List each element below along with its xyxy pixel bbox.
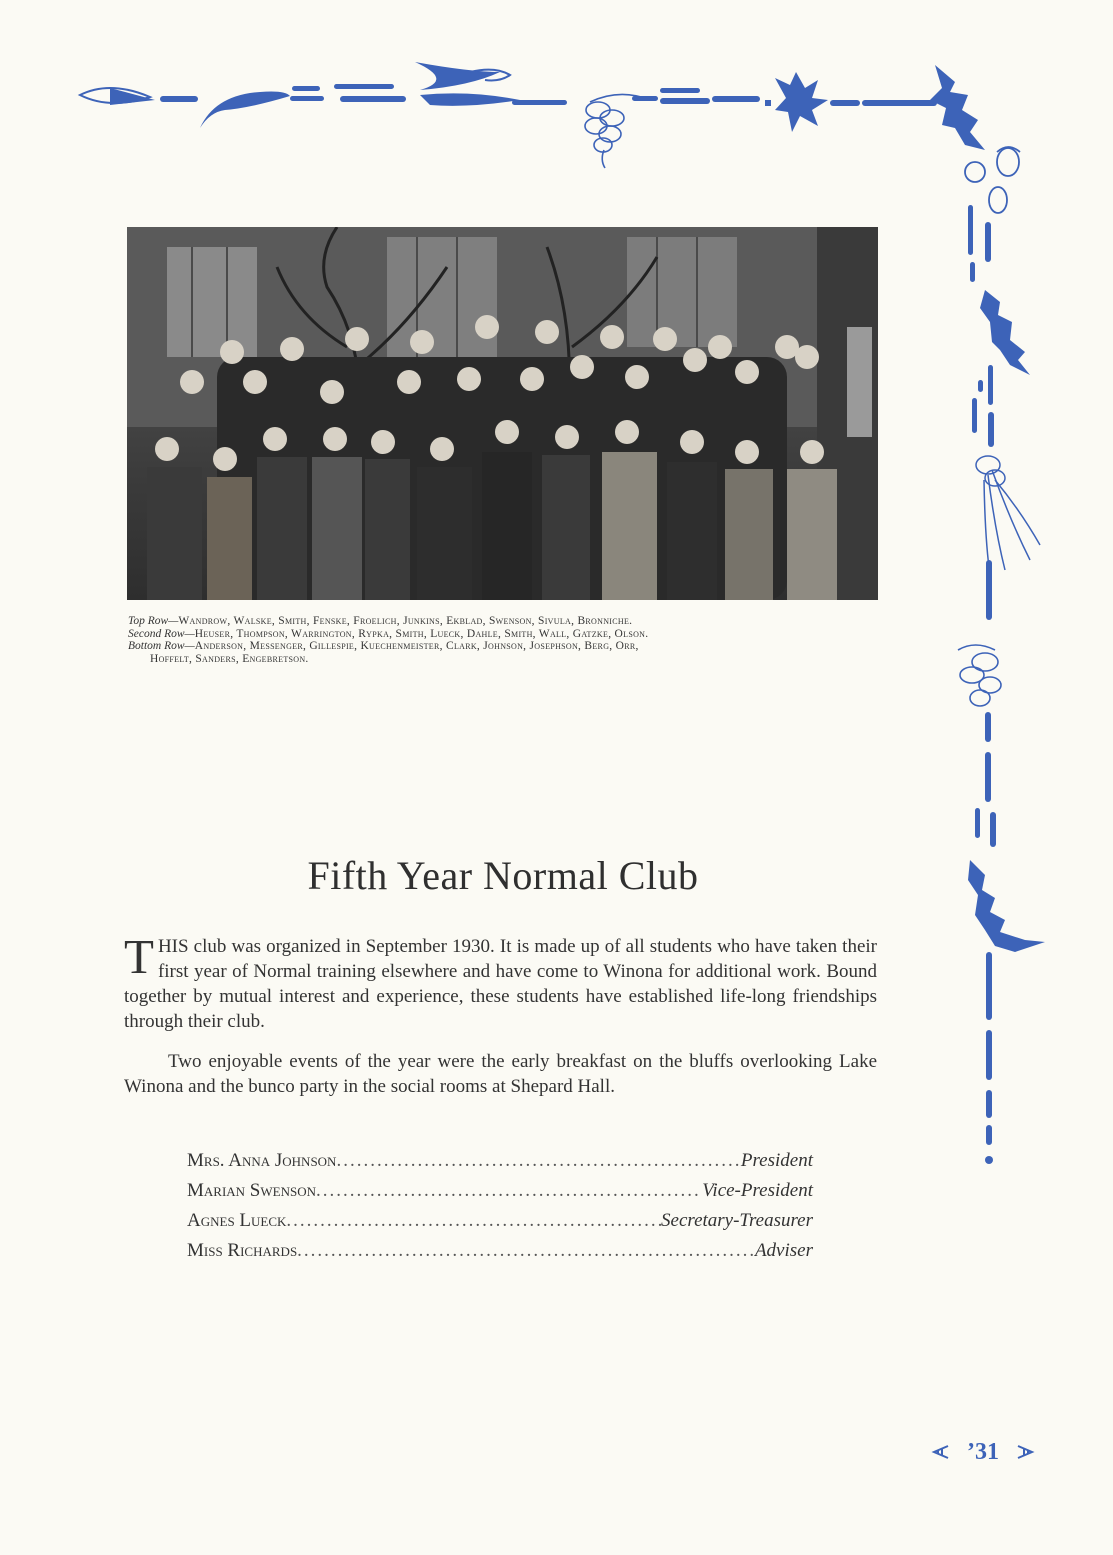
page-title: Fifth Year Normal Club: [307, 853, 699, 898]
leader-dots: [286, 1206, 661, 1236]
caption-second-row: [128, 628, 888, 641]
officers-list: [187, 1146, 813, 1266]
officer-row: [187, 1206, 813, 1236]
leader-dots: [336, 1146, 740, 1176]
officer-row: [187, 1236, 813, 1266]
officer-title: Secretary-Treasurer: [661, 1210, 813, 1231]
officer-name: Miss Richards: [187, 1240, 298, 1261]
officer-title: Adviser: [754, 1240, 813, 1261]
article-body: [124, 929, 877, 1099]
caption-row-label: Bottom Row—: [128, 640, 195, 652]
leader-dots: [297, 1236, 755, 1266]
caption-names: Wandrow, Walske, Smith, Fenske, Froelich, Junkins, Ekblad, Swenson, Sivula, Bronniche.: [178, 615, 633, 627]
officer-row: [187, 1176, 813, 1206]
photo-caption: [128, 615, 888, 665]
caption-row-label: Top Row—: [128, 615, 179, 627]
paragraph-1: [124, 929, 877, 1034]
officer-name: Agnes Lueck: [187, 1210, 287, 1231]
leader-dots: [316, 1176, 702, 1206]
officer-name: Marian Swenson: [187, 1180, 316, 1201]
caption-continuation: Hoffelt, Sanders, Engebretson.: [150, 652, 309, 665]
ornament-left-icon: [928, 1442, 950, 1462]
officer-name: Mrs. Anna Johnson: [187, 1150, 337, 1171]
officer-title: President: [740, 1150, 813, 1171]
paragraph-1-text: HIS club was organized in September 1930. It is made up of all students who have taken their first year of Normal training elsewhere and have come to Winona for additional work. Bound together by mutual interest and experience, these students have established life-long friendships through their club.: [124, 936, 877, 1032]
officer-title: Vice-President: [702, 1180, 813, 1201]
caption-top-row: [128, 615, 888, 628]
ornament-right-icon: [1016, 1442, 1038, 1462]
group-photo: [127, 227, 878, 600]
caption-names: Anderson, Messenger, Gillespie, Kuechenmeister, Clark, Johnson, Josephson, Berg, Orr,: [194, 640, 639, 652]
caption-bottom-row: [128, 640, 888, 653]
paragraph-2: Two enjoyable events of the year were the early breakfast on the bluffs overlooking Lake Winona and the bunco party in the social rooms at Shepard Hall.: [124, 1051, 877, 1097]
caption-names: Heuser, Thompson, Warrington, Rypka, Smith, Lueck, Dahle, Smith, Wall, Gatzke, Olson.: [194, 627, 649, 640]
folio-year: ’31: [967, 1438, 999, 1465]
page-folio: [928, 1437, 1038, 1467]
drop-cap: T: [124, 929, 154, 984]
caption-row-label: Second Row—: [128, 627, 195, 640]
officer-row: [187, 1146, 813, 1176]
